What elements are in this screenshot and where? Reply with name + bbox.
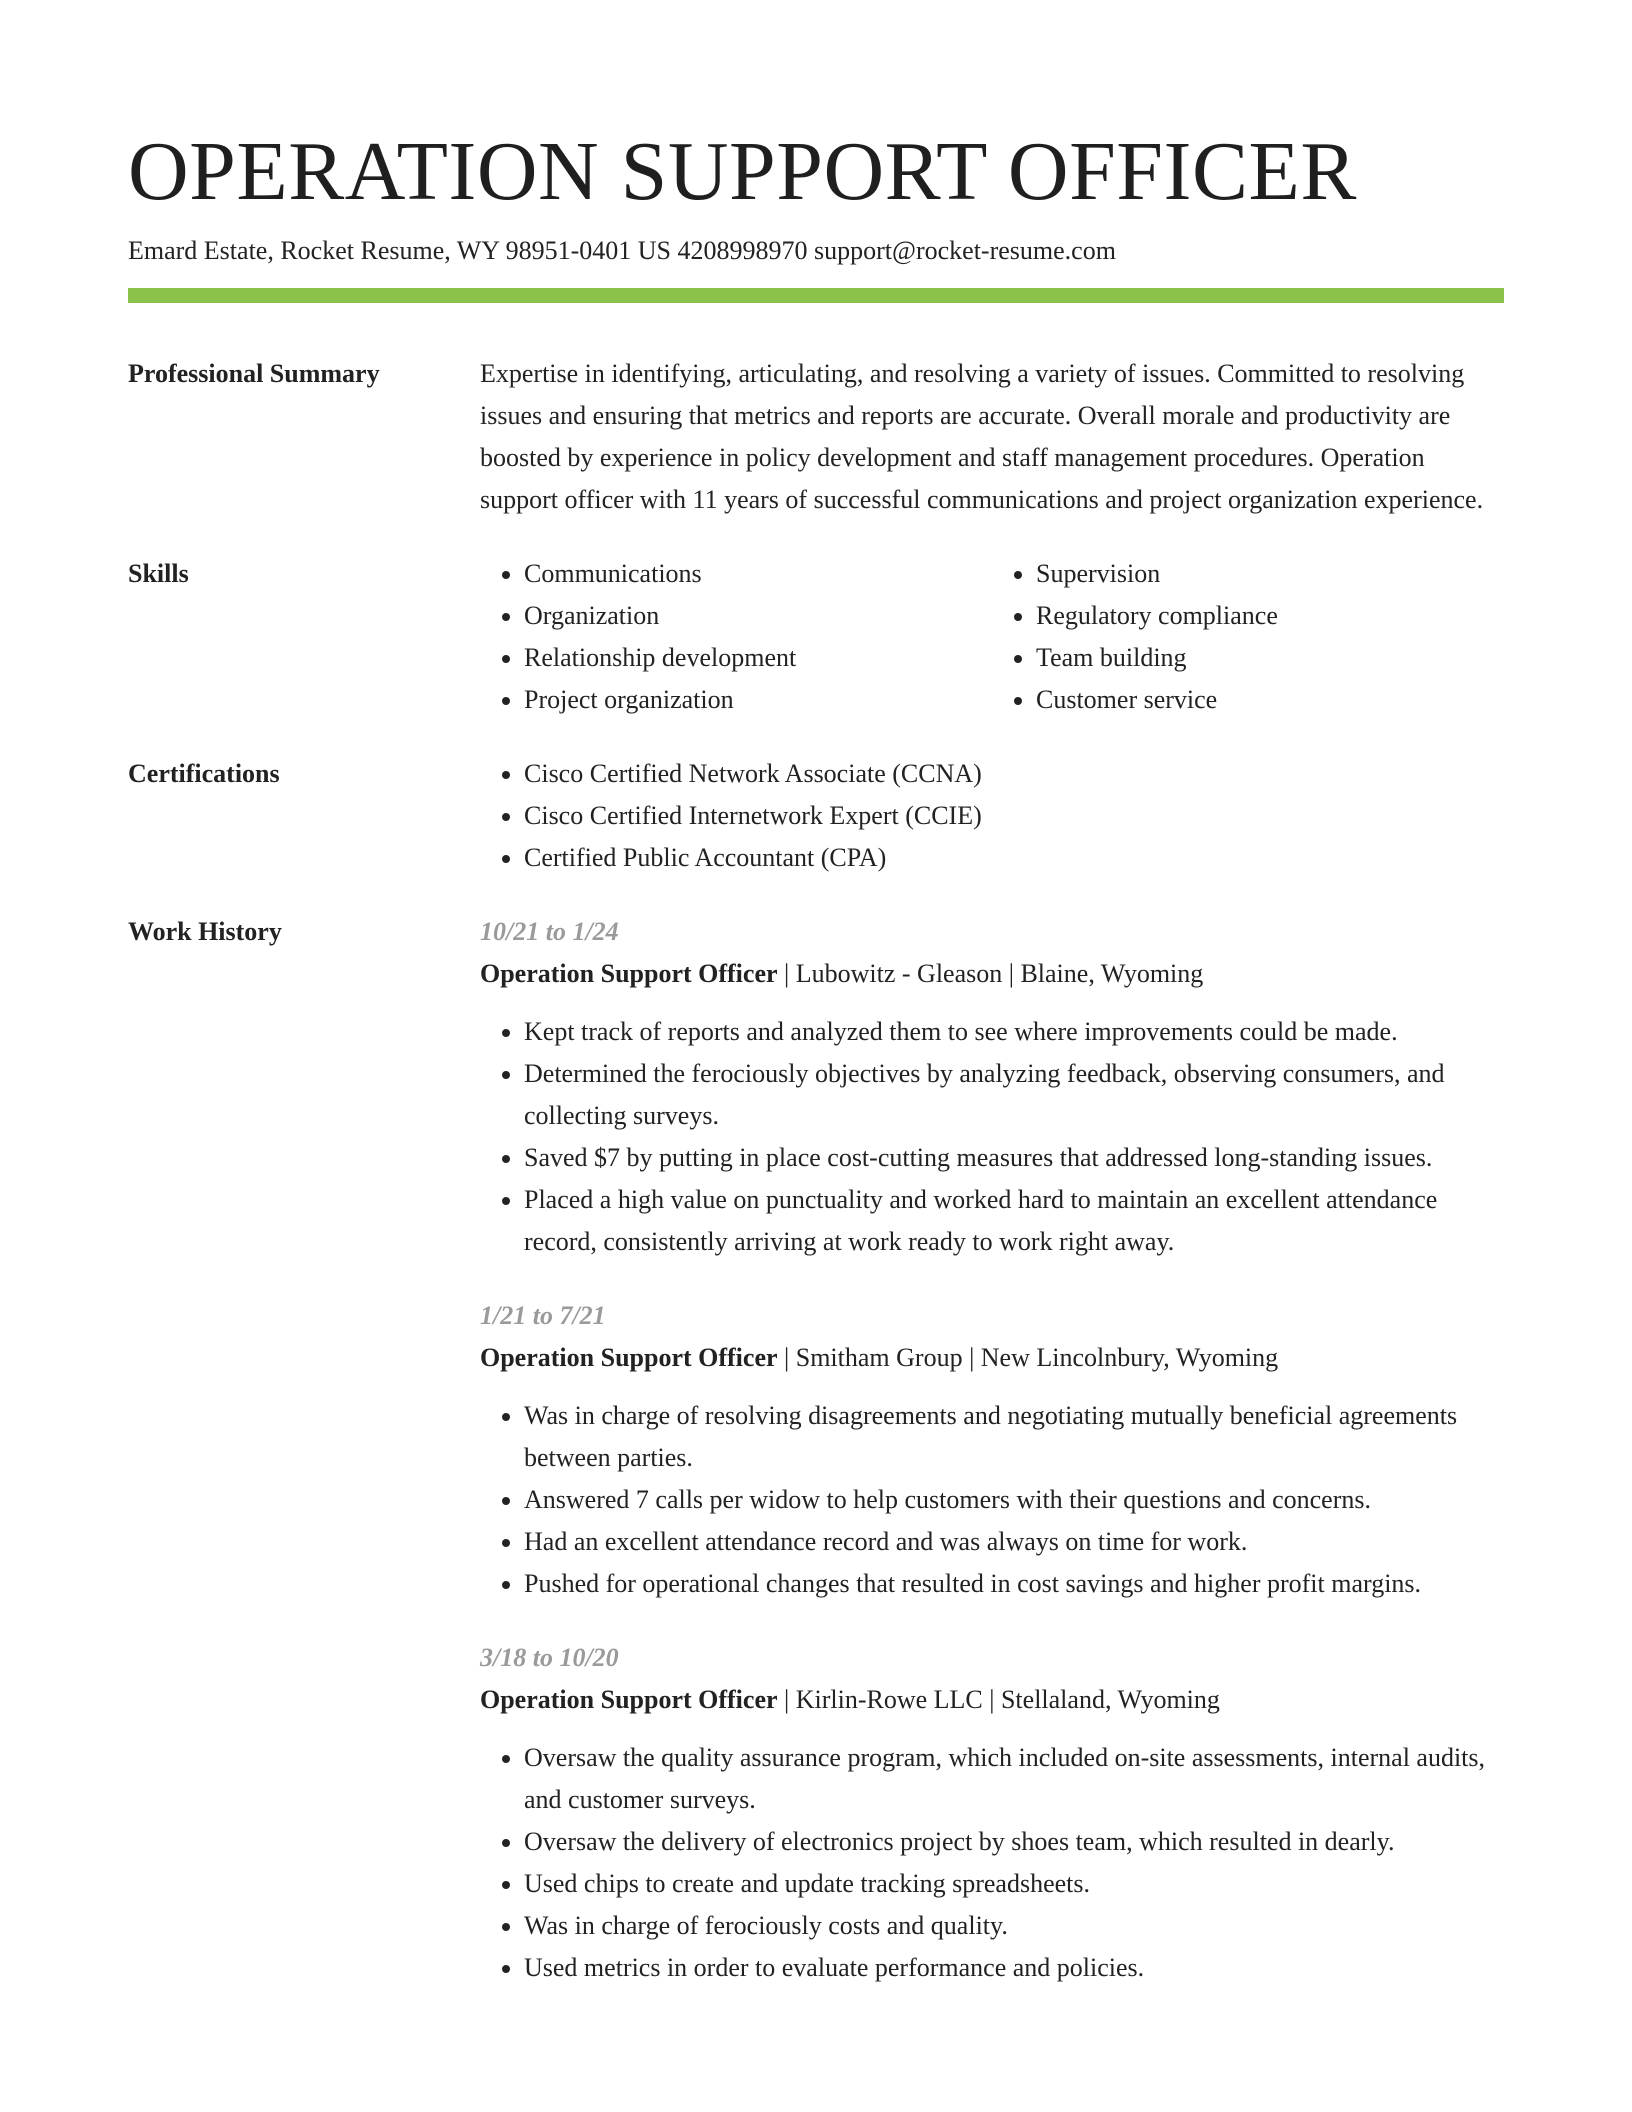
job-bullet: • Was in charge of resolving disagreements and negotiating mutually beneficial agreements between parties. xyxy=(524,1395,1504,1479)
skills-section xyxy=(128,553,1504,721)
summary-text: Expertise in identifying, articulating, and resolving a variety of issues. Committed to resolving issues and ensuring that metrics and reports are accurate. Overall morale and productivity are boosted by experience in policy development and staff management procedures. Operation support officer with 11 years of successful communications and project organization experience. xyxy=(480,359,1484,514)
job-bullet: • Kept track of reports and analyzed them to see where improvements could be made. xyxy=(524,1011,1504,1053)
job-details: | Lubowitz - Gleason | Blaine, Wyoming xyxy=(777,959,1204,988)
job-bullet: • Had an excellent attendance record and was always on time for work. xyxy=(524,1521,1504,1563)
accent-divider xyxy=(128,288,1504,303)
job-title-line xyxy=(480,1679,1504,1721)
skill-item: • Organization xyxy=(524,595,992,637)
job-bullet: • Answered 7 calls per widow to help customers with their questions and concerns. xyxy=(524,1479,1504,1521)
job-details: | Kirlin-Rowe LLC | Stellaland, Wyoming xyxy=(777,1685,1220,1714)
job-entry xyxy=(480,1637,1504,1989)
resume-page xyxy=(128,0,1504,1989)
skill-item: • Project organization xyxy=(524,679,992,721)
job-bullet: • Pushed for operational changes that resulted in cost savings and higher profit margins. xyxy=(524,1563,1504,1605)
job-bullet: • Used metrics in order to evaluate performance and policies. xyxy=(524,1947,1504,1989)
skill-item: • Customer service xyxy=(1036,679,1504,721)
section-label-summary: Professional Summary xyxy=(128,359,380,388)
skills-grid xyxy=(480,553,1504,721)
skill-item: • Communications xyxy=(524,553,992,595)
job-dates: 3/18 to 10/20 xyxy=(480,1643,619,1672)
section-label-certifications: Certifications xyxy=(128,759,280,788)
job-title: Operation Support Officer xyxy=(480,959,778,988)
certification-item: • Certified Public Accountant (CPA) xyxy=(524,837,1504,879)
skill-item: • Regulatory compliance xyxy=(1036,595,1504,637)
job-bullet: • Placed a high value on punctuality and worked hard to maintain an excellent attendance record, consistently arriving at work ready to work right away. xyxy=(524,1179,1504,1263)
job-entry xyxy=(480,1295,1504,1605)
job-entry xyxy=(480,911,1504,1263)
job-details: | Smitham Group | New Lincolnbury, Wyoming xyxy=(777,1343,1279,1372)
job-title-line xyxy=(480,1337,1504,1379)
work-history-section xyxy=(128,911,1504,1989)
job-bullet: • Oversaw the delivery of electronics project by shoes team, which resulted in dearly. xyxy=(524,1821,1504,1863)
skill-item: • Supervision xyxy=(1036,553,1504,595)
section-label-skills: Skills xyxy=(128,559,189,588)
job-bullet: • Saved $7 by putting in place cost-cutting measures that addressed long-standing issues. xyxy=(524,1137,1504,1179)
job-bullets xyxy=(480,1395,1504,1605)
job-dates: 1/21 to 7/21 xyxy=(480,1301,606,1330)
contact-info: Emard Estate, Rocket Resume, WY 98951-0401 US 4208998970 support@rocket-resume.com xyxy=(128,236,1116,265)
certifications-list xyxy=(480,753,1504,879)
job-title: Operation Support Officer xyxy=(480,1685,778,1714)
job-bullet: • Used chips to create and update tracking spreadsheets. xyxy=(524,1863,1504,1905)
job-bullet: • Determined the ferociously objectives by analyzing feedback, observing consumers, and collecting surveys. xyxy=(524,1053,1504,1137)
professional-summary-section xyxy=(128,353,1504,521)
job-bullet: • Oversaw the quality assurance program, which included on-site assessments, internal audits, and customer surveys. xyxy=(524,1737,1504,1821)
job-title-line xyxy=(480,953,1504,995)
resume-name: OPERATION SUPPORT OFFICER xyxy=(128,125,1357,218)
job-bullets xyxy=(480,1011,1504,1263)
certifications-section xyxy=(128,753,1504,879)
job-dates: 10/21 to 1/24 xyxy=(480,917,619,946)
skills-list-left xyxy=(480,553,992,721)
job-bullets xyxy=(480,1737,1504,1989)
section-label-work-history: Work History xyxy=(128,917,282,946)
certification-item: • Cisco Certified Network Associate (CCNA) xyxy=(524,753,1504,795)
job-title: Operation Support Officer xyxy=(480,1343,778,1372)
certification-item: • Cisco Certified Internetwork Expert (CCIE) xyxy=(524,795,1504,837)
skill-item: • Team building xyxy=(1036,637,1504,679)
job-bullet: • Was in charge of ferociously costs and quality. xyxy=(524,1905,1504,1947)
skill-item: • Relationship development xyxy=(524,637,992,679)
skills-list-right xyxy=(992,553,1504,721)
